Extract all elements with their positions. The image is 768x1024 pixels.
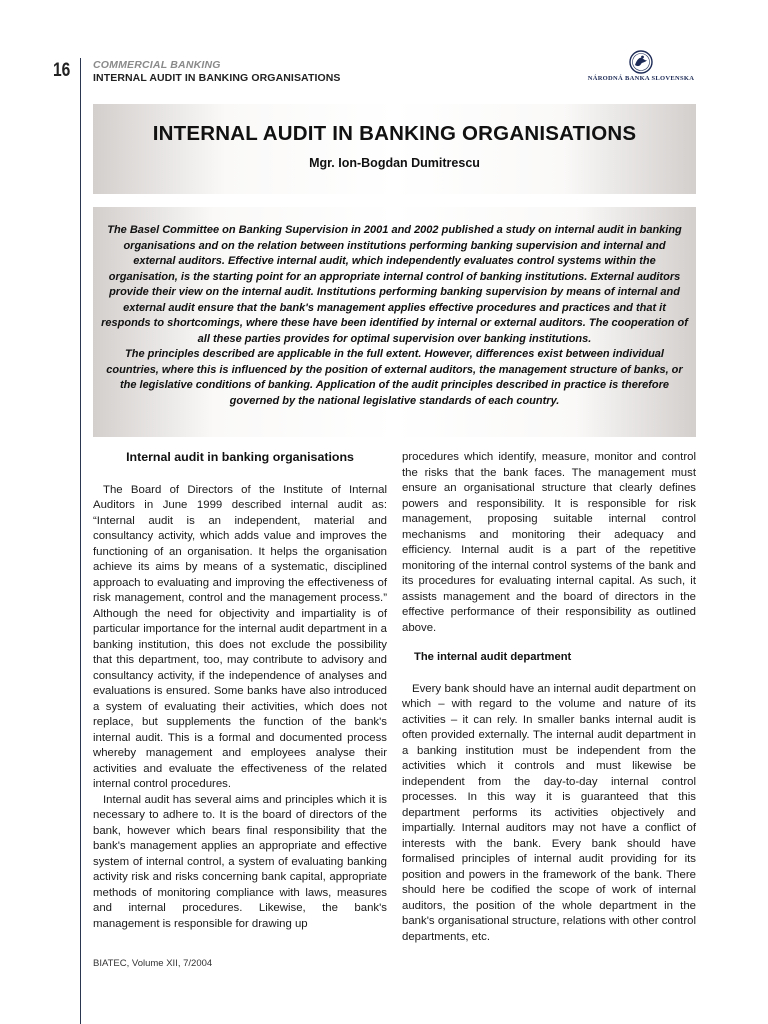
- left-column: [93, 450, 387, 932]
- running-section: COMMERCIAL BANKING: [93, 59, 221, 71]
- body-paragraph: The Board of Directors of the Institute of Internal Auditors in June 1999 described internal audit as: “Internal audit is an independent, material and consultancy activity, which adds value and improves the functioning of an organisation. It helps the organisation achieve its aims by means of a systematic, disciplined approach to evaluating and improving the effectiveness of risk management, control and the management process.” Although the need for objectivity and impartiality is of particular importance for the internal audit department in a banking institution, this does not exclude the possibility that this department, too, may contribute to advisory and consultancy activity, if the independence of analyses and evaluations is ensured. Some banks have also introduced a system of evaluating their activities, which does not replace, but supplements the function of the bank's internal audit. This is a formal and documented process whereby management and employees analyse their activities and evaluate the effectiveness of the related internal control procedures.: [93, 483, 387, 790]
- footer-citation: BIATEC, Volume XII, 7/2004: [93, 958, 213, 969]
- body-paragraph-continued: procedures which identify, measure, monitor and control the risks that the bank faces. The management must ensure an organisational structure that clearly defines powers and responsibility. It is responsible for risk management, proposing suitable internal control mechanisms and monitoring their adequacy and efficiency. Internal audit is a part of the repetitive monitoring of the internal control systems of the bank and its procedures for evaluating internal capital. As such, it assists management and the board of directors in the effective performance of their responsibility as outlined above.: [402, 451, 696, 634]
- body-paragraph: Internal audit has several aims and principles which it is necessary to adhere to. It is the board of directors of the bank, however which bears final responsibility that the bank's management applies an appropriate and effective system of internal control, a system of evaluating banking activity risk and risks concerning bank capital, appropriate methods of monitoring compliance with laws, measures and internal procedures. Likewise, the bank's management is responsible for drawing up: [93, 793, 387, 930]
- section-heading: Internal audit in banking organisations: [126, 450, 354, 464]
- abstract-paragraph: The principles described are applicable in the full extent. However, differences exist between individual countries, where this is influenced by the position of external auditors, the management structure of banks, or the legislative conditions of banking. Application of the audit principles described in practice is therefore governed by the national legislative standards of each country.: [106, 348, 683, 407]
- abstract-band: [93, 207, 696, 437]
- author: Mgr. Ion-Bogdan Dumitrescu: [309, 156, 480, 170]
- article-title: INTERNAL AUDIT IN BANKING ORGANISATIONS: [152, 122, 637, 145]
- subsection-heading: The internal audit department: [414, 651, 572, 663]
- margin-rule: [80, 58, 81, 1024]
- page-number: 16: [53, 60, 71, 81]
- nbs-emblem-icon: [629, 50, 653, 74]
- body-paragraph: Every bank should have an internal audit department on which – with regard to the volume and nature of its activities – it can rely. In smaller banks internal audit is often provided externally. The internal audit department in a banking institution must be independent from the activities which it controls and must likewise be independent from the day-to-day internal control processes. In this way it is guaranteed that this department performs its activities objectively and impartially. Internal auditors may not have a conflict of interests with the bank. Every bank should have formalised principles of internal audit providing for its position and powers in the framework of the bank. There should here be codified the scope of work of internal auditors, the position of the whole department in the bank's organisational structure, relations with other control departments, etc.: [402, 682, 696, 943]
- abstract-paragraph: The Basel Committee on Banking Supervision in 2001 and 2002 published a study on internal audit in banking organisations and on the relation between institutions performing banking supervision and internal and external auditors. Effective internal audit, which independently evaluates control systems within the organisation, is the starting point for an appropriate internal control of banking institutions. External auditors provide their view on the internal audit. Institutions performing banking supervision by means of internal and external audit ensure that the bank's management applies effective procedures and practices and that it responds to shortcomings, where these have been identified by internal or external auditors. The cooperation of all these parties provides for optimal supervision over banking institutions.: [101, 224, 688, 345]
- running-title: INTERNAL AUDIT IN BANKING ORGANISATIONS: [93, 72, 341, 84]
- title-band: [93, 104, 696, 194]
- abstract: [101, 223, 688, 409]
- logo-text: NÁRODNÁ BANKA SLOVENSKA: [587, 75, 695, 82]
- right-column: [402, 450, 696, 945]
- nbs-logo: [586, 50, 696, 86]
